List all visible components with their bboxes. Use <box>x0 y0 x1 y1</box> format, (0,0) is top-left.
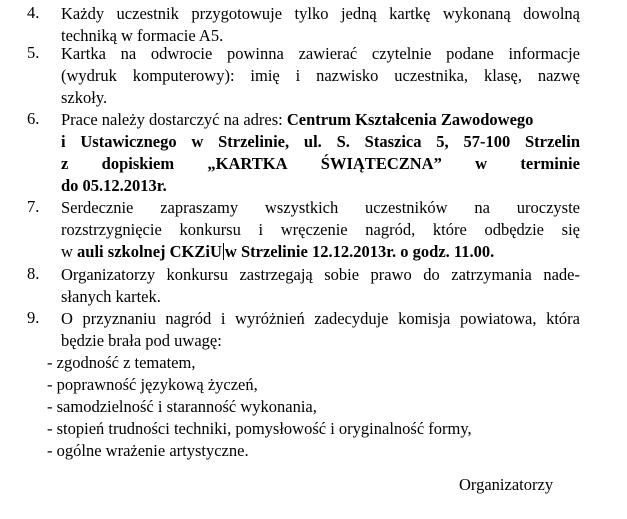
annotation-word: ŚWIĄTECZNA” <box>320 154 442 173</box>
item-text-line: (wydruk komputerowy): imię i nazwisko uczestnika, klasę, nazwę <box>61 66 580 85</box>
item-text-line: O przyznaniu nagród i wyróżnień zadecyduje komisja powiatowa, która <box>61 309 580 328</box>
item-text-line: techniką w formacie A5. <box>61 26 224 45</box>
ceremony-date: w Strzelinie 12.12.2013r. o godz. 11.00. <box>224 242 495 261</box>
item-text-line: będzie brała pod uwagę: <box>61 331 222 350</box>
criterion-item: - ogólne wrażenie artystyczne. <box>47 441 249 460</box>
ceremony-prefix: w <box>61 242 78 261</box>
annotation-word: „KARTKA <box>207 154 288 173</box>
criterion-item: - poprawność językową życzeń, <box>47 375 258 394</box>
item-text-line: Każdy uczestnik przygotowuje tylko jedną kartkę wykonaną dowolną <box>61 4 580 23</box>
annotation-word: terminie <box>520 154 580 173</box>
item-text-line: Organizatorzy konkursu zastrzegają sobie prawo do zatrzymania nade- <box>61 265 580 284</box>
annotation-word: w <box>475 154 488 173</box>
address-institution: Centrum Kształcenia Zawodowego <box>286 110 534 129</box>
item-text-line: Kartka na odwrocie powinna zawierać czytelnie podane informacje <box>61 44 580 63</box>
item-number: 4. <box>27 3 40 22</box>
ceremony-place: auli szkolnej CKZiU <box>77 242 222 261</box>
annotation-word: dopiskiem <box>101 154 175 173</box>
annotation-line <box>61 153 580 175</box>
address-street: i Ustawicznego w Strzelinie, ul. S. Staszica 5, 57-100 Strzelin <box>61 132 580 151</box>
item-number: 9. <box>27 308 40 327</box>
deadline: do 05.12.2013r. <box>61 176 167 195</box>
item-number: 7. <box>27 197 40 216</box>
item-text-line <box>61 109 533 131</box>
item-text-line: Serdecznie zapraszamy wszystkich uczestników na uroczyste <box>61 198 580 217</box>
item-text-line: rozstrzygnięcie konkursu i wręczenie nagród, które odbędzie się <box>61 220 580 239</box>
criterion-item: - samodzielność i staranność wykonania, <box>47 397 317 416</box>
item-text-line: szkoły. <box>61 88 108 107</box>
address-intro: Prace należy dostarczyć na adres: <box>61 110 287 129</box>
criterion-item: - zgodność z tematem, <box>47 353 196 372</box>
ceremony-details <box>61 241 494 263</box>
text-cursor <box>223 243 224 260</box>
item-number: 8. <box>27 264 40 283</box>
criterion-item: - stopień trudności techniki, pomysłowość i oryginalność formy, <box>47 419 472 438</box>
signature: Organizatorzy <box>459 475 554 494</box>
item-number: 5. <box>27 43 40 62</box>
item-number: 6. <box>27 109 40 128</box>
annotation-word: z <box>61 154 69 173</box>
item-text-line: słanych kartek. <box>61 287 161 306</box>
